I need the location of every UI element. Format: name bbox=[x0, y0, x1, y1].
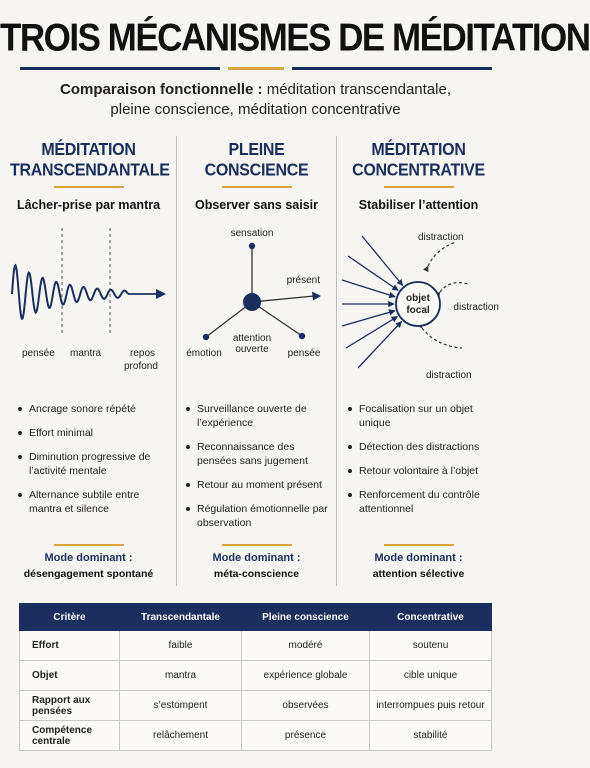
label-objet: objet bbox=[406, 293, 430, 304]
table-cell: stabilité bbox=[370, 721, 492, 751]
bullet-item: Focalisation sur un objet unique bbox=[348, 402, 496, 430]
subtitle-line2: pleine conscience, méditation concentrative bbox=[110, 101, 401, 118]
center-node bbox=[243, 293, 261, 311]
mode-label: Mode dominant : bbox=[44, 552, 133, 564]
bullet-list bbox=[186, 402, 334, 540]
table-header-row bbox=[20, 604, 492, 631]
node-emotion bbox=[203, 334, 209, 340]
mantra-wave-diagram bbox=[10, 224, 167, 384]
title-rule-right bbox=[292, 67, 492, 70]
title-rule-accent bbox=[228, 67, 284, 70]
table-cell: mantra bbox=[120, 661, 242, 691]
focus-arrow bbox=[348, 256, 398, 290]
label-repos: repos bbox=[130, 348, 156, 359]
label-profond: profond bbox=[124, 361, 158, 372]
heading-underline bbox=[54, 186, 124, 188]
mode-label: Mode dominant : bbox=[212, 552, 301, 564]
table-cell: relâchement bbox=[120, 721, 242, 751]
heading-line1: MÉDITATION bbox=[41, 141, 136, 160]
table-row bbox=[20, 691, 492, 721]
subtitle-bold: Comparaison fonctionnelle : bbox=[60, 81, 263, 98]
column-heading bbox=[178, 140, 335, 181]
table-row bbox=[20, 721, 492, 751]
column-tagline: Stabiliser l’attention bbox=[358, 198, 479, 212]
column-tagline: Observer sans saisir bbox=[195, 198, 318, 212]
table-cell: soutenu bbox=[370, 631, 492, 661]
damped-wave bbox=[12, 265, 128, 318]
column-tagline: Lâcher-prise par mantra bbox=[16, 198, 161, 212]
table-cell: modéré bbox=[242, 631, 370, 661]
heading-line2: TRANSCENDANTALE bbox=[10, 161, 170, 180]
label-attention: attention bbox=[232, 333, 272, 344]
label-mantra: mantra bbox=[70, 348, 102, 359]
table-cell: interrompues puis retour bbox=[370, 691, 492, 721]
bullet-item: Ancrage sonore répété bbox=[18, 402, 166, 416]
table-cell: s’estompent bbox=[120, 691, 242, 721]
label-distraction-top: distraction bbox=[418, 232, 464, 243]
spoke-present bbox=[252, 296, 314, 302]
page-title: TROIS MÉCANISMES DE MÉDITATION bbox=[0, 16, 590, 60]
table-row bbox=[20, 631, 492, 661]
table-cell: Compétence centrale bbox=[20, 721, 120, 751]
focus-arrow bbox=[362, 236, 403, 286]
page-subtitle bbox=[0, 80, 511, 120]
bullet-item: Diminution progressive de l’activité mentale bbox=[18, 450, 166, 478]
bullet-list bbox=[348, 402, 496, 526]
table-row bbox=[20, 661, 492, 691]
bullet-item: Renforcement du contrôle attentionnel bbox=[348, 488, 496, 516]
distraction-arrow bbox=[422, 328, 462, 348]
column-heading bbox=[10, 140, 170, 181]
label-present: présent bbox=[286, 275, 320, 286]
arrow-head bbox=[312, 292, 321, 301]
focal-object-diagram bbox=[340, 224, 497, 384]
table-cell: faible bbox=[120, 631, 242, 661]
table-header: Critère bbox=[20, 604, 120, 631]
node-sensation bbox=[249, 243, 255, 249]
heading-line2: CONCENTRATIVE bbox=[352, 161, 485, 180]
subtitle-rest: méditation transcendantale, bbox=[262, 81, 451, 98]
comparison-table bbox=[19, 603, 492, 751]
mode-value: méta-conscience bbox=[213, 568, 300, 580]
table-cell: observées bbox=[242, 691, 370, 721]
column-transcendental bbox=[10, 136, 170, 586]
mode-underline bbox=[54, 544, 124, 546]
label-pensee: pensée bbox=[22, 348, 55, 359]
table-cell: cible unique bbox=[370, 661, 492, 691]
table-cell: Rapport aux pensées bbox=[20, 691, 120, 721]
table-cell: Objet bbox=[20, 661, 120, 691]
heading-line1: PLEINE bbox=[228, 141, 285, 160]
label-distraction-right: distraction bbox=[453, 302, 499, 313]
bullet-list bbox=[18, 402, 166, 526]
converging-arrows bbox=[342, 236, 403, 368]
label-ouverte: ouverte bbox=[235, 344, 269, 355]
label-emotion: émotion bbox=[186, 348, 222, 359]
focus-arrow bbox=[346, 317, 398, 349]
label-distraction-bottom: distraction bbox=[426, 370, 472, 381]
bullet-item: Retour volontaire à l’objet bbox=[348, 464, 496, 478]
bullet-item: Surveillance ouverte de l’expérience bbox=[186, 402, 334, 430]
bullet-item: Alternance subtile entre mantra et silence bbox=[18, 488, 166, 516]
column-mindfulness bbox=[178, 136, 335, 586]
bullet-item: Reconnaissance des pensées sans jugement bbox=[186, 440, 334, 468]
table-header: Concentrative bbox=[370, 604, 492, 631]
table-cell: expérience globale bbox=[242, 661, 370, 691]
open-awareness-diagram bbox=[178, 224, 335, 384]
column-divider bbox=[176, 136, 177, 586]
label-sensation: sensation bbox=[230, 228, 274, 239]
distraction-arrow bbox=[428, 242, 456, 266]
arrow-head bbox=[156, 289, 166, 299]
heading-line2: CONSCIENCE bbox=[204, 161, 309, 180]
table-cell: présence bbox=[242, 721, 370, 751]
bullet-item: Détection des distractions bbox=[348, 440, 496, 454]
column-concentrative bbox=[340, 136, 497, 586]
bullet-item: Retour au moment présent bbox=[186, 478, 334, 492]
heading-underline bbox=[384, 186, 454, 188]
mode-value: attention sélective bbox=[372, 568, 465, 580]
table-header: Pleine conscience bbox=[242, 604, 370, 631]
mode-value: désengagement spontané bbox=[23, 568, 154, 580]
table-header: Transcendantale bbox=[120, 604, 242, 631]
label-focal: focal bbox=[406, 305, 430, 316]
title-rule-left bbox=[20, 67, 220, 70]
column-heading bbox=[340, 140, 497, 181]
bullet-item: Effort minimal bbox=[18, 426, 166, 440]
mode-underline bbox=[222, 544, 292, 546]
heading-underline bbox=[222, 186, 292, 188]
label-pensee: pensée bbox=[287, 348, 321, 359]
spoke-thought bbox=[252, 302, 302, 336]
table-cell: Effort bbox=[20, 631, 120, 661]
distraction-arrow bbox=[440, 283, 468, 292]
node-thought bbox=[299, 333, 305, 339]
heading-line1: MÉDITATION bbox=[371, 141, 466, 160]
focal-circle bbox=[396, 282, 440, 326]
mode-label: Mode dominant : bbox=[374, 552, 463, 564]
mode-underline bbox=[384, 544, 454, 546]
column-divider bbox=[336, 136, 337, 586]
focus-arrow bbox=[358, 322, 402, 369]
bullet-item: Régulation émotionnelle par observation bbox=[186, 502, 334, 530]
